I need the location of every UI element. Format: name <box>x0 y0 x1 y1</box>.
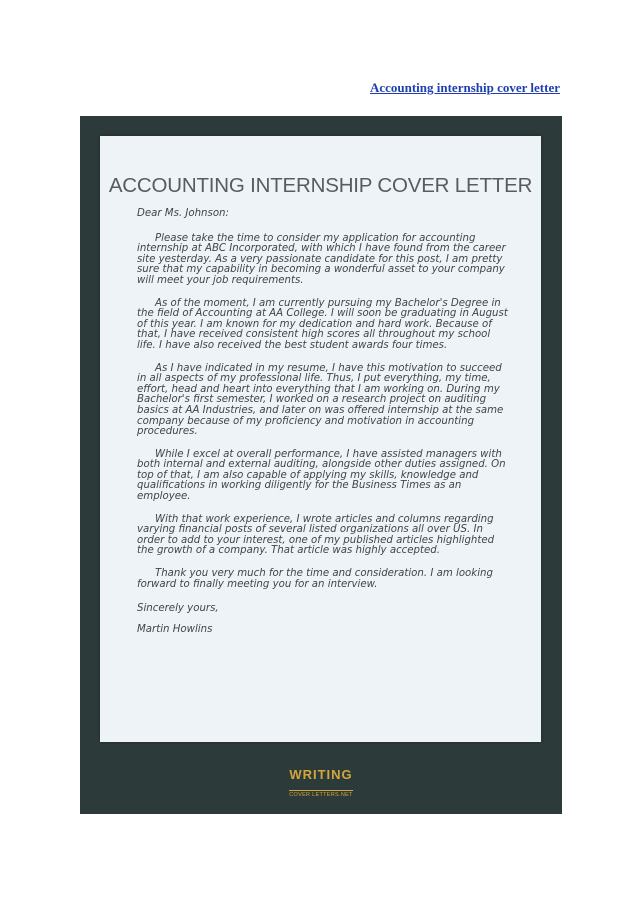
brand-logo <box>80 768 562 800</box>
letter-paragraph: As I have indicated in my resume, I have this motivation to succeed in all aspects of my professional life. Thus, I put everything, my time, effort, head and heart into everything that I am working on. During my Bachelor's first semester, I worked on a research project on auditing basics at AA Industries, and later on was offered internship at the same company because of my proficiency and motivation in accounting procedures. <box>137 362 504 438</box>
letter-signature: Martin Howlins <box>137 623 213 635</box>
brand-logo-sub: COVER LETTERS.NET <box>289 792 353 798</box>
letter-paragraph: With that work experience, I wrote articles and columns regarding varying financial posts of several listed organizations all over US. In order to add to your interest, one of my published articles highlighted the growth of a company. That article was highly accepted. <box>137 513 495 557</box>
letter-paragraph: As of the moment, I am currently pursuing my Bachelor's Degree in the field of Accounting at AA College. I will soon be graduating in August of this year. I am known for my dedication and hard work. Because of that, I have received consistent high scores all throughout my school life. I have also received the best student awards four times. <box>137 297 508 351</box>
letter-paragraph: Thank you very much for the time and consideration. I am looking forward to finally meeting you for an interview. <box>137 568 493 590</box>
letter-paper <box>100 136 541 742</box>
letter-image-frame <box>80 116 562 814</box>
letter-salutation: Dear Ms. Johnson: <box>137 208 229 219</box>
brand-logo-main: WRITING <box>289 767 353 782</box>
letter-paragraph: While I excel at overall performance, I have assisted managers with both internal and external auditing, alongside other duties assigned. On top of that, I am also capable of applying my skills, knowledge and qualifications in working diligently for the Business Times as an employee. <box>137 448 506 503</box>
cover-letter-link[interactable]: Accounting internship cover letter <box>369 80 560 95</box>
letter-body <box>137 209 509 647</box>
letter-paragraph: Please take the time to consider my application for accounting internship at ABC Incorporated, with which I have found from the career site yesterday. As a very passionate candidate for this post, I am pretty sure that my capability in becoming a wonderful asset to your company will meet your job requirements. <box>137 232 506 286</box>
letter-closing: Sincerely yours, <box>137 603 219 615</box>
letter-title: ACCOUNTING INTERNSHIP COVER LETTER <box>108 174 533 197</box>
